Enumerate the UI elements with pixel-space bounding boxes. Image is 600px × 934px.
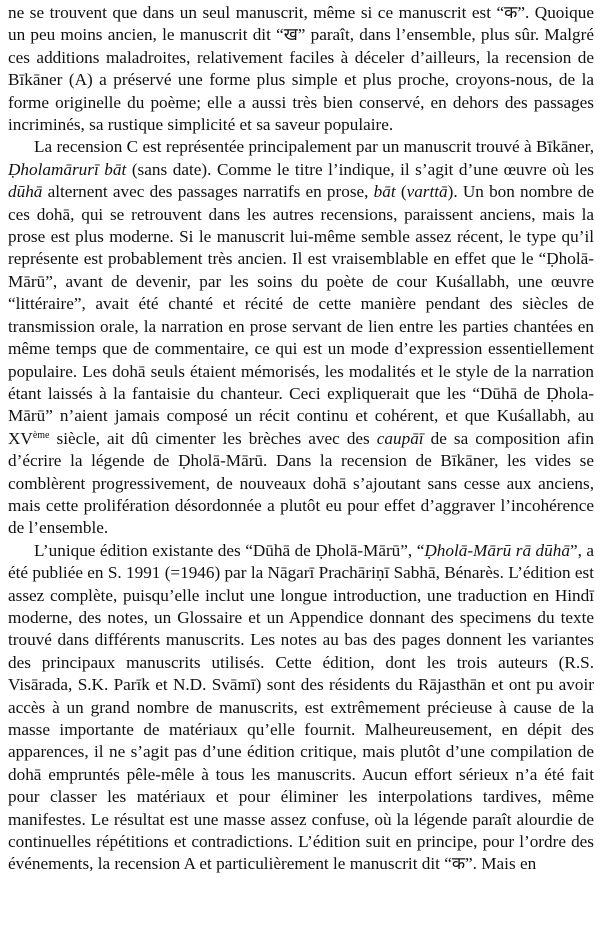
- italic-term: varttā: [406, 182, 448, 202]
- text-run: (sans date). Comme le titre l’indique, il s’agit d’une œuvre où les: [126, 159, 595, 179]
- text-run: ). Un bon nombre de ces dohā, qui se retrouvent dans les autres recensions, paraissent anciens, mais la prose est plus moderne. Si le manuscrit lui-même semble assez récent, le type qu’il représente est probablement très ancien. Il est vraisemblable en effet que le “Ḍholā-Mārū”, avant de devenir, par les soins du poète de cour Kuśallabh, une œuvre “littéraire”, avait été chanté et récité de cette manière pendant des siècles de transmission orale, la narration en prose servant de lien entre les parties chantées en même temps que de commentaire, ce qui est un mode d’expression essentiellement populaire. Les dohā seuls étaient mémorisés, les modalités et le style de la narration étant laissés à la fantaisie du chanteur. Ceci expliquerait que les “Dūhā de Ḍhola-Mārū” n’aient jamais composé un récit continu et cohérent, et que Kuśallabh, au XV: [8, 182, 594, 448]
- paragraph-edition: [8, 540, 594, 876]
- italic-term: Ḍholamārurī bāt: [8, 159, 127, 179]
- text-run: (: [395, 182, 407, 202]
- text-run: ne se trouvent que dans un seul manuscrit, même si ce manuscrit est “क”. Quoique un peu moins ancien, le manuscrit dit “ख” paraît, dans l’ensemble, plus sûr. Malgré ces additions maladroites, relativement faciles à déceler d’ailleurs, la recension de Bīkāner (A) a préservé une forme plus simple et plus proche, croyons-nous, de la forme originelle du poème; elle a aussi très bien conservé, en dehors des passages incriminés, sa rustique simplicité et sa saveur populaire.: [8, 3, 594, 135]
- italic-term: Ḍholā-Mārū rā dūhā: [424, 540, 570, 560]
- paragraph-manuscripts-intro: [8, 2, 594, 136]
- italic-term: caupāī: [376, 428, 424, 448]
- text-run: L’unique édition existante des “Dūhā de Ḍholā-Mārū”, “: [34, 540, 425, 560]
- text-run: alternent avec des passages narratifs en prose,: [42, 182, 374, 202]
- text-run: de sa composition afin d’écrire la légende de Ḍholā-Mārū. Dans la recension de Bīkāner, les vides se comblèrent progressivement, de nouveaux dohā s’ajoutant sans cesse aux anciens, mais cette prolifération désordonnée a plutôt eu pour effet d’aggraver l’incohérence de l’ensemble.: [8, 428, 594, 538]
- superscript: ème: [32, 429, 50, 441]
- paragraph-recension-c: [8, 136, 594, 539]
- text-run: ”, a été publiée en S. 1991 (=1946) par la Nāgarī Prachāriṇī Sabhā, Bénarès. L’édition est assez complète, puisqu’elle inclut une longue introduction, une traduction en Hindī moderne, des notes, un Glossaire et un Appendice donnant des specimens du texte trouvé dans différents manuscrits. Les notes au bas des pages donnent les variantes des principaux manuscrits utilisés. Cette édition, dont les trois auteurs (R.S. Visārada, S.K. Parīk et N.D. Svāmī) sont des résidents du Rājasthān et ont pu avoir accès à un grand nombre de manuscrits, est extrêmement précieuse à cause de la masse importante de matériaux qu’elle fournit. Malheureusement, en dépit des apparences, il ne s’agit pas d’une édition critique, mais plutôt d’une compilation de dohā empruntés pêle-mêle à tous les manuscrits. Aucun effort sérieux n’a été fait pour classer les matériaux et pour éliminer les interpolations tardives, même manifestes. Le résultat est une masse assez confuse, où la légende paraît alourdie de continuelles répétitions et contradictions. L’édition suit en principe, pour l’ordre des événements, la recension A et particulièrement le manuscrit dit “क”. Mais en: [8, 540, 595, 874]
- text-run: La recension C est représentée principalement par un manuscrit trouvé à Bīkāner,: [34, 137, 594, 157]
- text-run: siècle, ait dû cimenter les brèches avec des: [49, 428, 377, 448]
- italic-term: dūhā: [8, 182, 43, 202]
- italic-term: bāt: [373, 182, 396, 202]
